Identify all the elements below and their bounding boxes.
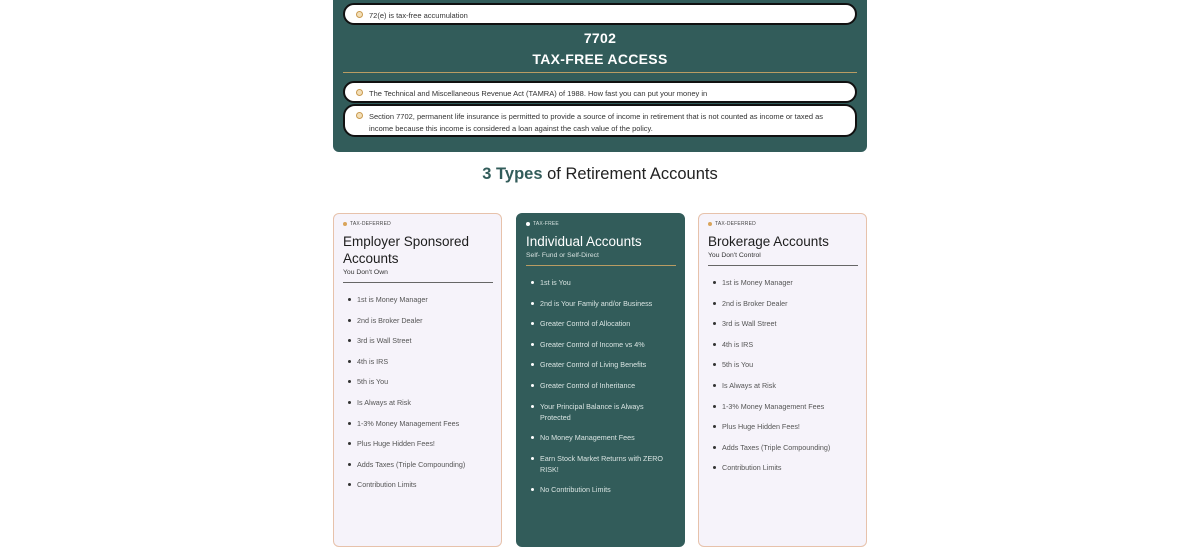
tag-label: TAX-DEFERRED: [350, 221, 391, 227]
pill-text: The Technical and Miscellaneous Revenue Act (TAMRA) of 1988. How fast you can put your money in: [369, 89, 708, 98]
tag-dot-icon: [708, 222, 712, 226]
tax-tag: [343, 221, 492, 227]
list-item: 2nd is Broker Dealer: [713, 298, 857, 309]
tag-dot-icon: [526, 222, 530, 226]
list-item: Your Principal Balance is Always Protected: [531, 401, 675, 423]
card-divider: [526, 265, 676, 266]
feature-list: [708, 277, 857, 473]
list-item: 4th is IRS: [348, 356, 492, 367]
list-item: 1-3% Money Management Fees: [348, 418, 492, 429]
medallion-icon: [356, 11, 363, 18]
medallion-icon: [356, 89, 363, 96]
tax-free-access-panel: [333, 0, 867, 152]
card-divider: [708, 265, 858, 266]
list-item: 4th is IRS: [713, 339, 857, 350]
list-item: Contribution Limits: [348, 479, 492, 490]
list-item: Greater Control of Income vs 4%: [531, 339, 675, 350]
list-item: 2nd is Your Family and/or Business: [531, 298, 675, 309]
card-title: Individual Accounts: [526, 234, 642, 249]
card-brokerage: [698, 213, 867, 547]
section-title: TAX-FREE ACCESS: [532, 51, 668, 67]
list-item: 5th is You: [713, 359, 857, 370]
list-item: No Contribution Limits: [531, 484, 675, 495]
list-item: 1st is Money Manager: [713, 277, 857, 288]
list-item: Greater Control of Living Benefits: [531, 359, 675, 370]
tax-tag: [708, 221, 857, 227]
list-item: Greater Control of Allocation: [531, 318, 675, 329]
info-pill-tamra: [343, 81, 857, 103]
feature-list: [343, 294, 492, 490]
heading-rest: of Retirement Accounts: [542, 165, 718, 183]
info-pill-72e: [343, 3, 857, 25]
card-subtitle: You Don't Own: [343, 269, 388, 276]
card-divider: [343, 282, 493, 283]
list-item: 2nd is Broker Dealer: [348, 315, 492, 326]
list-item: 1st is Money Manager: [348, 294, 492, 305]
list-item: 3rd is Wall Street: [713, 318, 857, 329]
card-employer-sponsored: [333, 213, 502, 547]
list-item: Earn Stock Market Returns with ZERO RISK!: [531, 453, 675, 475]
list-item: 1st is You: [531, 277, 675, 288]
list-item: Adds Taxes (Triple Compounding): [348, 459, 492, 470]
section-code: 7702: [583, 30, 617, 46]
list-item: Is Always at Risk: [348, 397, 492, 408]
card-individual: [516, 213, 685, 547]
medallion-icon: [356, 112, 363, 119]
tag-dot-icon: [343, 222, 347, 226]
list-item: Plus Huge Hidden Fees!: [713, 421, 857, 432]
pill-text: 72(e) is tax-free accumulation: [369, 11, 468, 20]
list-item: Contribution Limits: [713, 462, 857, 473]
list-item: Adds Taxes (Triple Compounding): [713, 442, 857, 453]
section-heading: [0, 165, 1200, 184]
card-title: Employer Sponsored Accounts: [343, 234, 470, 266]
card-subtitle: You Don't Control: [708, 252, 761, 259]
list-item: No Money Management Fees: [531, 432, 675, 443]
list-item: Is Always at Risk: [713, 380, 857, 391]
feature-list: [526, 277, 675, 495]
list-item: 5th is You: [348, 376, 492, 387]
heading-accent: 3 Types: [482, 165, 543, 183]
card-subtitle: Self- Fund or Self-Direct: [526, 252, 599, 259]
info-pill-section-7702: [343, 104, 857, 137]
tag-label: TAX-FREE: [533, 221, 559, 227]
pill-text: Section 7702, permanent life insurance is permitted to provide a source of income in retirement that is not counted as income or taxed as income because this income is considered a loan against the cash value of the policy.: [369, 112, 823, 133]
list-item: 3rd is Wall Street: [348, 335, 492, 346]
card-title: Brokerage Accounts: [708, 234, 829, 249]
divider: [343, 72, 857, 73]
list-item: 1-3% Money Management Fees: [713, 401, 857, 412]
tag-label: TAX-DEFERRED: [715, 221, 756, 227]
tax-tag: [526, 221, 675, 227]
list-item: Greater Control of Inheritance: [531, 380, 675, 391]
list-item: Plus Huge Hidden Fees!: [348, 438, 492, 449]
